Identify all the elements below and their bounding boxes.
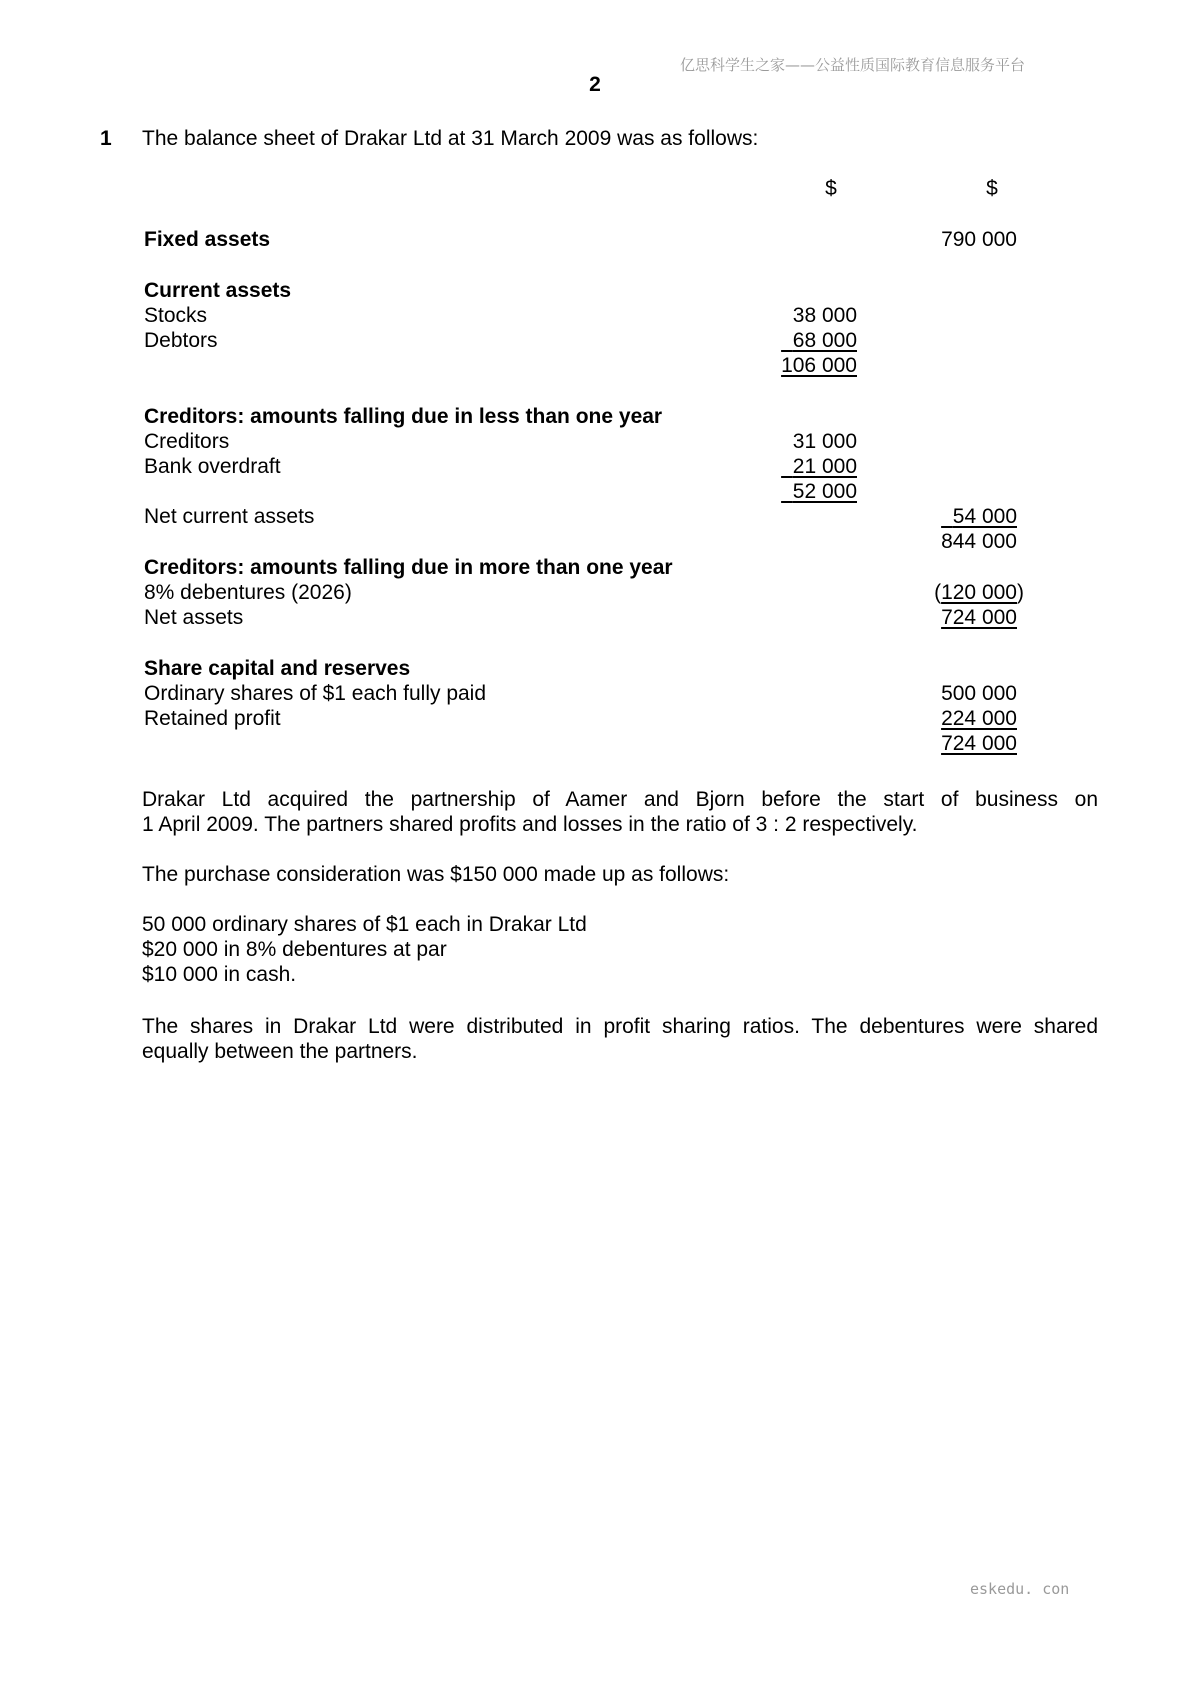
- debtors-row: [144, 328, 1024, 354]
- consideration-item: 50 000 ordinary shares of $1 each in Drakar Ltd: [142, 913, 587, 936]
- debtors-value: 68 000: [792, 329, 857, 352]
- capital-heading: Share capital and reserves: [144, 657, 411, 680]
- ordinary-shares-label: Ordinary shares of $1 each fully paid: [144, 682, 487, 705]
- bank-overdraft-label: Bank overdraft: [144, 455, 281, 478]
- acquisition-line-2: 1 April 2009. The partners shared profits and losses in the ratio of 3 : 2 respectively.: [142, 813, 918, 836]
- current-assets-heading-row: [144, 278, 1024, 304]
- retained-profit-row: [144, 706, 1024, 732]
- current-assets-total-row: [144, 353, 1024, 379]
- current-assets-total: 106 000: [781, 354, 857, 377]
- creditors-row: [144, 429, 1024, 455]
- question-number: 1: [100, 127, 112, 150]
- bank-overdraft-value: 21 000: [792, 455, 857, 478]
- retained-profit-value: 224 000: [941, 707, 1017, 730]
- net-assets-row: [144, 605, 1024, 631]
- net-assets-label: Net assets: [144, 606, 244, 629]
- net-assets-value: 724 000: [941, 606, 1017, 629]
- consideration-item: $10 000 in cash.: [142, 963, 297, 986]
- watermark-top: 亿思科学生之家——公益性质国际教育信息服务平台: [680, 56, 1026, 74]
- consideration-item: $20 000 in 8% debentures at par: [142, 938, 447, 961]
- capital-total-row: [144, 731, 1024, 757]
- debtors-label: Debtors: [144, 329, 218, 352]
- fixed-assets-row: [144, 227, 1024, 253]
- creditors-label: Creditors: [144, 430, 230, 453]
- debentures-row: [144, 580, 1024, 606]
- debentures-label: 8% debentures (2026): [144, 581, 352, 604]
- ordinary-shares-value: 500 000: [941, 682, 1017, 705]
- subtotal-row: [144, 529, 1024, 555]
- current-assets-heading: Current assets: [144, 279, 292, 302]
- creditors-short-heading-row: [144, 404, 1024, 430]
- subtotal-value: 844 000: [941, 530, 1017, 553]
- capital-heading-row: [144, 656, 1024, 682]
- creditors-short-total-row: [144, 479, 1024, 505]
- consideration-list: [142, 912, 1098, 987]
- capital-total: 724 000: [941, 732, 1017, 755]
- stocks-row: [144, 303, 1024, 329]
- column-header-2: $: [986, 177, 998, 200]
- fixed-assets-label: Fixed assets: [144, 228, 271, 251]
- creditors-short-heading: Creditors: amounts falling due in less than one year: [144, 405, 663, 428]
- fixed-assets-value: 790 000: [941, 228, 1017, 251]
- creditors-value: 31 000: [792, 430, 857, 453]
- bank-overdraft-row: [144, 454, 1024, 480]
- balance-sheet: [144, 0, 1024, 780]
- retained-profit-label: Retained profit: [144, 707, 281, 730]
- creditors-long-heading-row: [144, 555, 1024, 581]
- net-current-assets-value: 54 000: [952, 505, 1017, 528]
- net-current-assets-row: [144, 504, 1024, 530]
- stocks-label: Stocks: [144, 304, 208, 327]
- watermark-bottom: eskedu. con: [970, 1580, 1070, 1598]
- consideration-intro: The purchase consideration was $150 000 made up as follows:: [142, 863, 730, 886]
- acquisition-line-1: Drakar Ltd acquired the partnership of Aamer and Bjorn before the start of business on: [142, 788, 1098, 811]
- distribution-line-2: equally between the partners.: [142, 1040, 418, 1063]
- acquisition-paragraph: [142, 787, 1098, 837]
- stocks-value: 38 000: [792, 304, 857, 327]
- creditors-long-heading: Creditors: amounts falling due in more than one year: [144, 556, 673, 579]
- debentures-value: (120 000): [934, 581, 1024, 604]
- page-number: 2: [589, 73, 601, 96]
- question-intro: The balance sheet of Drakar Ltd at 31 March 2009 was as follows:: [142, 127, 759, 150]
- ordinary-shares-row: [144, 681, 1024, 707]
- distribution-line-1: The shares in Drakar Ltd were distributed in profit sharing ratios. The debentures were shared: [142, 1015, 1098, 1038]
- distribution-paragraph: [142, 1014, 1098, 1064]
- net-current-assets-label: Net current assets: [144, 505, 315, 528]
- column-header-1: $: [825, 177, 837, 200]
- column-headers: [144, 176, 1024, 202]
- creditors-short-total: 52 000: [792, 480, 857, 503]
